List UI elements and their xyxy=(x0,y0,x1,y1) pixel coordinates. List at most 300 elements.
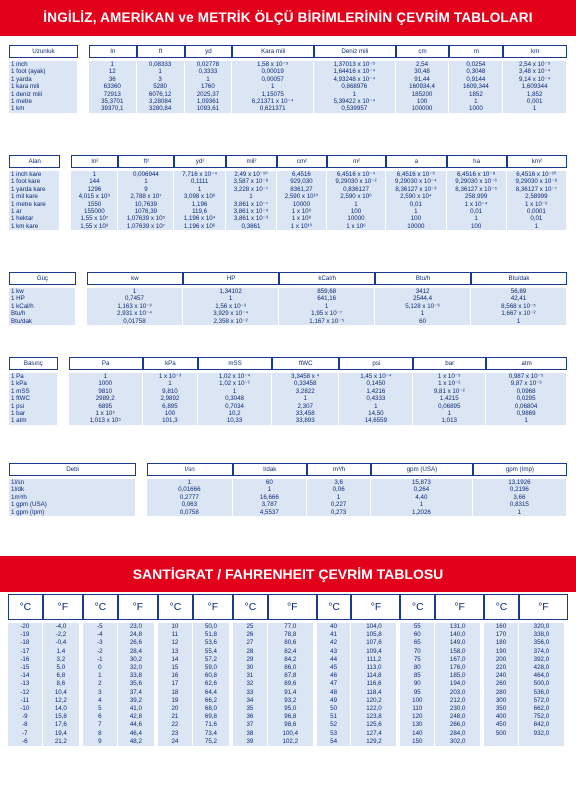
celsius-cell: -7 xyxy=(8,730,43,738)
table-cell: 3,861 x 10⁻⁵ xyxy=(226,208,277,215)
celsius-cell: -9 xyxy=(8,713,43,721)
table-row xyxy=(9,303,567,310)
fahrenheit-cell: 374,0 xyxy=(519,648,568,656)
celsius-cell: 95 xyxy=(400,689,435,697)
table-cell: 1 xyxy=(473,509,567,516)
basinc-header-cell: atm xyxy=(486,357,567,370)
celsius-cell: 260 xyxy=(484,680,519,688)
alan-header-cell: cm² xyxy=(277,155,327,168)
table-cell: 185200 xyxy=(396,91,450,98)
fahrenheit-cell: 194,0 xyxy=(435,680,484,688)
table-cell: 3,861 x 10⁻⁷ xyxy=(226,201,277,208)
table-cell: 6,21371 x 10⁻⁴ xyxy=(232,98,314,105)
fahrenheit-cell: 86,0 xyxy=(268,664,317,672)
celsius-cell: -19 xyxy=(8,631,43,639)
table-row xyxy=(9,388,567,395)
table-cell: 0,00019 xyxy=(232,68,314,75)
celsius-cell: 4 xyxy=(83,697,118,705)
table-cell: 0,621371 xyxy=(232,105,314,112)
celsius-cell: -14 xyxy=(8,672,43,680)
table-row xyxy=(9,417,567,424)
uzunluk-header-cell: Kara mili xyxy=(232,45,314,58)
debi-header-cell: l/sn xyxy=(147,463,232,476)
table-row xyxy=(8,705,568,713)
fahrenheit-cell: 100,4 xyxy=(268,730,317,738)
table-cell: 1 xyxy=(447,215,507,222)
table-cell: 859,68 xyxy=(279,288,375,295)
table-cell: 0,00057 xyxy=(232,76,314,83)
table-cell: 3,28084 xyxy=(137,98,185,105)
column-gap xyxy=(58,410,69,417)
table-cell: 1 x 10¹⁰ xyxy=(277,223,327,230)
table-cell: 0,01 xyxy=(507,215,567,222)
fahrenheit-header: °F xyxy=(519,594,568,620)
table-cell: 3,098 x 10⁶ xyxy=(174,193,225,200)
table-cell: 0,2196 xyxy=(473,486,567,493)
table-cell: 155000 xyxy=(71,208,118,215)
row-label: 1 km xyxy=(9,105,78,112)
celsius-cell: 180 xyxy=(484,639,519,647)
column-gap xyxy=(58,373,69,380)
celsius-cell: 34 xyxy=(233,697,268,705)
column-gap xyxy=(136,463,147,476)
celsius-cell: 65 xyxy=(400,639,435,647)
table-cell: 3,6 xyxy=(307,479,371,486)
celsius-cell: 26 xyxy=(233,631,268,639)
table-cell: 0,1450 xyxy=(339,380,413,387)
table-cell: 3 xyxy=(137,76,185,83)
table-cell: 1,2026 xyxy=(371,509,473,516)
row-label: 1 HP xyxy=(9,295,76,302)
celsius-cell: 500 xyxy=(484,730,519,738)
celsius-cell: 8 xyxy=(83,730,118,738)
fahrenheit-cell: 102,2 xyxy=(268,738,317,746)
table-cell: 1,15075 xyxy=(232,91,314,98)
celsius-cell: 450 xyxy=(484,721,519,729)
fahrenheit-cell: 32,0 xyxy=(118,664,158,672)
table-cell: 2,58999 xyxy=(507,193,567,200)
celsius-cell: 240 xyxy=(484,672,519,680)
celsius-cell: 51 xyxy=(317,713,352,721)
celsius-cell: 22 xyxy=(158,721,193,729)
fahrenheit-cell: 127,4 xyxy=(351,730,400,738)
celsius-cell: 38 xyxy=(233,730,268,738)
fahrenheit-cell: 98,6 xyxy=(268,721,317,729)
table-cell: 1 xyxy=(339,403,413,410)
table-cell: 1 xyxy=(507,223,567,230)
table-cell: 1 xyxy=(314,91,396,98)
celsius-cell: 27 xyxy=(233,639,268,647)
table-row xyxy=(8,656,568,664)
table-cell: 3,3458 x ⁴ xyxy=(272,373,339,380)
basinc-table xyxy=(9,357,567,425)
table-cell: 1 xyxy=(183,295,279,302)
table-cell: 0,227 xyxy=(307,501,371,508)
table-cell: 0,001 xyxy=(503,98,567,105)
temperature-table xyxy=(8,594,568,746)
table-cell: 101,3 xyxy=(143,417,198,424)
fahrenheit-cell: 96,8 xyxy=(268,713,317,721)
column-gap xyxy=(76,288,87,295)
table-cell: 1296 xyxy=(71,186,118,193)
celsius-cell: 30 xyxy=(233,664,268,672)
celsius-cell: 12 xyxy=(158,639,193,647)
guc-header-cell: Güç xyxy=(9,272,76,285)
table-row xyxy=(9,178,567,185)
celsius-cell: 3 xyxy=(83,689,118,697)
fahrenheit-cell: 122,0 xyxy=(351,705,400,713)
fahrenheit-cell: 6,8 xyxy=(43,672,83,680)
column-gap xyxy=(60,155,71,168)
celsius-cell: 130 xyxy=(400,721,435,729)
alan-header-cell: In² xyxy=(71,155,118,168)
table-cell: 1 x 10⁻⁵ xyxy=(413,373,486,380)
table-row xyxy=(9,410,567,417)
table-cell: 9 xyxy=(118,186,174,193)
column-gap xyxy=(136,486,147,493)
basinc-header-row xyxy=(9,357,567,370)
fahrenheit-cell: 64,4 xyxy=(193,689,233,697)
fahrenheit-cell: 35,6 xyxy=(118,680,158,688)
fahrenheit-cell: 284,0 xyxy=(435,730,484,738)
fahrenheit-cell: 33,8 xyxy=(118,672,158,680)
celsius-cell: 0 xyxy=(83,664,118,672)
fahrenheit-cell: -0,4 xyxy=(43,639,83,647)
table-cell: 6,895 xyxy=(143,403,198,410)
debi-header-cell: m³/h xyxy=(307,463,371,476)
column-gap xyxy=(76,295,87,302)
table-row xyxy=(9,186,567,193)
table-row xyxy=(8,672,568,680)
temperature-title: SANTİGRAT / FAHRENHEIT ÇEVRİM TABLOSU xyxy=(0,556,576,592)
fahrenheit-cell: 176,0 xyxy=(435,664,484,672)
table-cell: 3,66 xyxy=(473,494,567,501)
column-gap xyxy=(60,201,71,208)
table-cell: 10,2 xyxy=(198,410,272,417)
fahrenheit-cell: 26,6 xyxy=(118,639,158,647)
fahrenheit-cell: 68,0 xyxy=(193,705,233,713)
celsius-cell: 36 xyxy=(233,713,268,721)
table-cell: 2,9892 xyxy=(143,395,198,402)
celsius-cell: 280 xyxy=(484,689,519,697)
celsius-cell: 300 xyxy=(484,697,519,705)
uzunluk-header-cell: ft xyxy=(137,45,185,58)
table-cell: 3280,84 xyxy=(137,105,185,112)
table-cell: 0,0295 xyxy=(486,395,567,402)
table-row xyxy=(8,631,568,639)
celsius-cell: 400 xyxy=(484,713,519,721)
column-gap xyxy=(78,76,89,83)
table-cell: 7,716 x 10⁻⁴ xyxy=(174,171,225,178)
table-cell: 0,33458 xyxy=(272,380,339,387)
table-cell: 1 x 10⁻⁶ xyxy=(507,201,567,208)
table-cell: 1 xyxy=(226,193,277,200)
table-cell: 1 xyxy=(471,318,567,325)
row-label: 1 deniz mili xyxy=(9,91,78,98)
fahrenheit-cell: 55,4 xyxy=(193,648,233,656)
celsius-cell: 43 xyxy=(317,648,352,656)
table-cell: 1,4216 xyxy=(339,388,413,395)
fahrenheit-header: °F xyxy=(118,594,158,620)
table-cell: 42,41 xyxy=(471,295,567,302)
row-label: 1 km kare xyxy=(9,223,60,230)
table-cell: 0,06804 xyxy=(486,403,567,410)
celsius-cell: 110 xyxy=(400,705,435,713)
table-cell: 1 xyxy=(233,486,308,493)
table-cell: 1,167 x 10⁻⁵ xyxy=(279,318,375,325)
table-cell: 1 xyxy=(71,171,118,178)
table-row xyxy=(8,713,568,721)
celsius-cell: 170 xyxy=(484,631,519,639)
table-cell: 2,307 xyxy=(272,403,339,410)
table-row xyxy=(9,395,567,402)
celsius-cell: 31 xyxy=(233,672,268,680)
table-cell: 1,196 x 10⁴ xyxy=(174,215,225,222)
row-label: 1 kw xyxy=(9,288,76,295)
basinc-header-cell: Basınç xyxy=(9,357,58,370)
celsius-cell: 32 xyxy=(233,680,268,688)
table-cell: 12 xyxy=(89,68,137,75)
celsius-cell: 28 xyxy=(233,648,268,656)
debi-header-cell: Debi xyxy=(9,463,136,476)
table-cell: 9,29030 x 10⁻⁶ xyxy=(447,178,507,185)
fahrenheit-cell: 12,2 xyxy=(43,697,83,705)
table-cell: 1 x 10⁻² xyxy=(413,380,486,387)
guc-header-cell: Btu/h xyxy=(375,272,471,285)
table-cell: 6076,12 xyxy=(137,91,185,98)
column-gap xyxy=(60,178,71,185)
table-cell: 16,666 xyxy=(233,494,308,501)
fahrenheit-cell: -4,0 xyxy=(43,623,83,631)
celsius-cell: 50 xyxy=(317,705,352,713)
table-cell: 33,893 xyxy=(272,417,339,424)
table-row xyxy=(9,486,567,493)
table-row xyxy=(9,215,567,222)
table-cell: 4,5537 xyxy=(233,509,308,516)
fahrenheit-cell: -2,2 xyxy=(43,631,83,639)
column-gap xyxy=(76,318,87,325)
alan-header-cell: a xyxy=(386,155,446,168)
celsius-cell: 220 xyxy=(484,664,519,672)
guc-header-row xyxy=(9,272,567,285)
celsius-cell: 90 xyxy=(400,680,435,688)
column-gap xyxy=(78,105,89,112)
temp-header-row xyxy=(8,594,568,620)
fahrenheit-cell: 84,2 xyxy=(268,656,317,664)
table-row xyxy=(9,91,567,98)
fahrenheit-cell: 21,2 xyxy=(43,738,83,746)
table-cell: 91,44 xyxy=(396,76,450,83)
fahrenheit-header: °F xyxy=(43,594,83,620)
table-cell: 0,0001 xyxy=(507,208,567,215)
fahrenheit-cell: 125,6 xyxy=(351,721,400,729)
fahrenheit-cell: 87,8 xyxy=(268,672,317,680)
table-cell: 3,2822 xyxy=(272,388,339,395)
table-cell: 4,015 x 10⁹ xyxy=(71,193,118,200)
basinc-header-cell: Pa xyxy=(69,357,143,370)
fahrenheit-cell: 15,8 xyxy=(43,713,83,721)
fahrenheit-cell: 42,8 xyxy=(118,713,158,721)
table-cell: 0,2777 xyxy=(147,494,232,501)
uzunluk-header-cell: Uzunluk xyxy=(9,45,78,58)
celsius-cell: 6 xyxy=(83,713,118,721)
celsius-header: °C xyxy=(400,594,435,620)
table-cell: 119,6 xyxy=(174,208,225,215)
table-cell: 72913 xyxy=(89,91,137,98)
table-cell: 0,8315 xyxy=(473,501,567,508)
celsius-cell: 5 xyxy=(83,705,118,713)
guc-table xyxy=(9,272,567,325)
table-cell: 15,873 xyxy=(371,479,473,486)
table-cell: 0,264 xyxy=(371,486,473,493)
table-cell: 39370,1 xyxy=(89,105,137,112)
fahrenheit-cell: 53,6 xyxy=(193,639,233,647)
celsius-cell: 41 xyxy=(317,631,352,639)
guc-header-cell: kw xyxy=(87,272,183,285)
table-cell: 6,4516 x 10⁻¹⁰ xyxy=(507,171,567,178)
fahrenheit-cell: 105,8 xyxy=(351,631,400,639)
table-row xyxy=(9,68,567,75)
table-row xyxy=(9,223,567,230)
fahrenheit-cell: 149,0 xyxy=(435,639,484,647)
celsius-cell xyxy=(484,738,519,746)
table-cell: 0,01 xyxy=(447,208,507,215)
table-cell: 9,810 xyxy=(143,388,198,395)
table-cell: 100 xyxy=(327,208,387,215)
row-label: 1 foot (ayak) xyxy=(9,68,78,75)
table-cell: 1852 xyxy=(449,91,503,98)
row-label: 1 Pa xyxy=(9,373,58,380)
table-cell: 0,01666 xyxy=(147,486,232,493)
table-cell: 2,590 x 10⁶ xyxy=(327,193,387,200)
fahrenheit-cell: 356,0 xyxy=(519,639,568,647)
table-cell: 1 x 10⁻⁴ xyxy=(447,201,507,208)
column-gap xyxy=(60,208,71,215)
fahrenheit-cell: 50,0 xyxy=(193,623,233,631)
table-cell: 1 xyxy=(386,208,446,215)
fahrenheit-cell: 57,2 xyxy=(193,656,233,664)
celsius-header: °C xyxy=(83,594,118,620)
fahrenheit-cell: 167,0 xyxy=(435,656,484,664)
fahrenheit-cell: 212,0 xyxy=(435,697,484,705)
table-cell: 929,030 xyxy=(277,178,327,185)
table-cell: 2025,37 xyxy=(185,91,233,98)
celsius-cell: 29 xyxy=(233,656,268,664)
row-label: 1 psi xyxy=(9,403,58,410)
uzunluk-header-cell: Deniz mili xyxy=(314,45,396,58)
fahrenheit-header: °F xyxy=(435,594,484,620)
table-cell: 9,29030 x 10⁻⁸ xyxy=(507,178,567,185)
table-cell: 60 xyxy=(233,479,308,486)
fahrenheit-cell: 82,4 xyxy=(268,648,317,656)
table-cell: 0,539957 xyxy=(314,105,396,112)
celsius-cell: -3 xyxy=(83,639,118,647)
celsius-cell: -13 xyxy=(8,680,43,688)
table-cell: 2,590 x 10¹⁰ xyxy=(277,193,327,200)
fahrenheit-cell: 14,0 xyxy=(43,705,83,713)
table-cell: 6,4516 x 10⁻⁶ xyxy=(386,171,446,178)
table-row xyxy=(9,403,567,410)
fahrenheit-cell: 89,6 xyxy=(268,680,317,688)
alan-header-cell: mil² xyxy=(226,155,277,168)
table-cell: 6,4516 x 10⁻⁸ xyxy=(447,171,507,178)
table-row xyxy=(9,288,567,295)
table-cell: 2,49 x 10⁻¹⁰ xyxy=(226,171,277,178)
celsius-header: °C xyxy=(233,594,268,620)
celsius-cell: -16 xyxy=(8,656,43,664)
table-cell: 1,58 x 10⁻⁵ xyxy=(232,61,314,68)
column-gap xyxy=(136,479,147,486)
celsius-cell: -6 xyxy=(8,738,43,746)
celsius-cell: 16 xyxy=(158,672,193,680)
table-cell: 1,64416 x 10⁻⁴ xyxy=(314,68,396,75)
table-cell: 3,48 x 10⁻⁴ xyxy=(503,68,567,75)
table-cell: 1,852 xyxy=(503,91,567,98)
fahrenheit-header: °F xyxy=(193,594,233,620)
celsius-cell: 37 xyxy=(233,721,268,729)
fahrenheit-cell: 30,2 xyxy=(118,656,158,664)
table-cell: 8361,27 xyxy=(277,186,327,193)
table-cell: 9,29030 x 10⁻⁴ xyxy=(386,178,446,185)
table-cell: 0,0758 xyxy=(147,509,232,516)
table-cell: 1 xyxy=(307,494,371,501)
row-label: 1 bar xyxy=(9,410,58,417)
table-cell: 60 xyxy=(375,318,471,325)
column-gap xyxy=(58,403,69,410)
column-gap xyxy=(136,509,147,516)
table-cell: 1,013 xyxy=(413,417,486,424)
table-cell: 63360 xyxy=(89,83,137,90)
fahrenheit-cell: 77,0 xyxy=(268,623,317,631)
row-label: 1 yarda kare xyxy=(9,186,60,193)
table-cell: 5,39422 x 10⁻⁴ xyxy=(314,98,396,105)
column-gap xyxy=(76,272,87,285)
table-row xyxy=(8,697,568,705)
celsius-cell: 45 xyxy=(317,664,352,672)
table-row xyxy=(9,171,567,178)
table-cell: 5280 xyxy=(137,83,185,90)
fahrenheit-cell: 80,6 xyxy=(268,639,317,647)
guc-header-cell: HP xyxy=(183,272,279,285)
fahrenheit-cell: 93,2 xyxy=(268,697,317,705)
table-cell: 3,861 x 10⁻³ xyxy=(226,215,277,222)
alan-header-cell: km² xyxy=(507,155,567,168)
table-cell: 5,128 x 10⁻⁶ xyxy=(375,303,471,310)
column-gap xyxy=(58,388,69,395)
table-cell: 1 x 10⁶ xyxy=(327,223,387,230)
fahrenheit-cell: 248,0 xyxy=(435,713,484,721)
column-gap xyxy=(60,215,71,222)
row-label: Btu/dak xyxy=(9,318,76,325)
debi-table xyxy=(9,463,567,516)
table-row xyxy=(8,623,568,631)
table-cell: 0,836127 xyxy=(327,186,387,193)
fahrenheit-cell: 28,4 xyxy=(118,648,158,656)
row-label: Btu/h xyxy=(9,310,76,317)
table-cell: 8,36127 x 10⁻³ xyxy=(386,186,446,193)
table-cell: 1609,344 xyxy=(449,83,503,90)
alan-table xyxy=(9,155,567,230)
fahrenheit-cell: 113,0 xyxy=(351,664,400,672)
table-cell: 1000 xyxy=(449,105,503,112)
table-cell: 1,37013 x 10⁻⁵ xyxy=(314,61,396,68)
celsius-cell: 15 xyxy=(158,664,193,672)
fahrenheit-cell: 78,8 xyxy=(268,631,317,639)
table-cell: 1,07639 x 10⁷ xyxy=(118,223,174,230)
fahrenheit-cell: 41,0 xyxy=(118,705,158,713)
column-gap xyxy=(136,501,147,508)
fahrenheit-cell: 572,0 xyxy=(519,697,568,705)
